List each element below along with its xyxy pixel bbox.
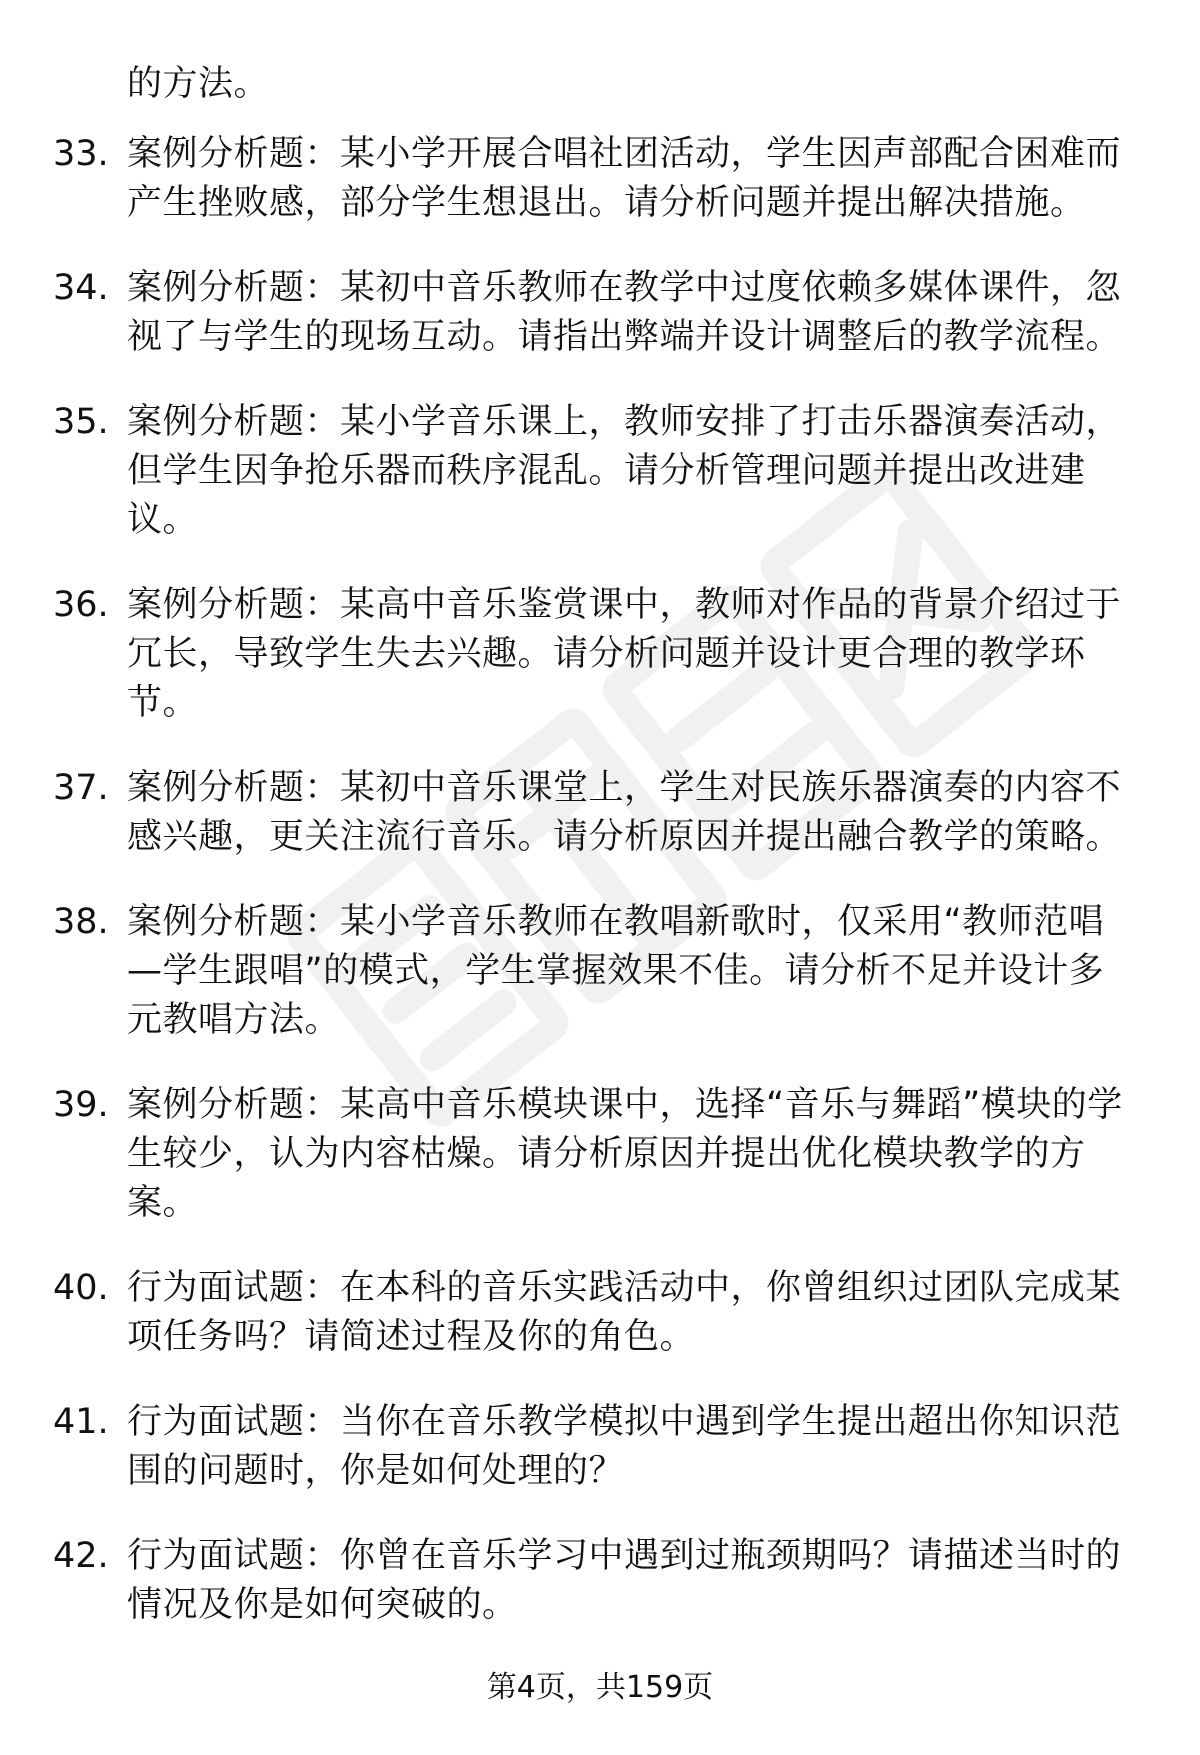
- list-item: [0, 264, 1200, 362]
- item-number: 35.: [53, 402, 109, 442]
- item-number: 40.: [53, 1268, 109, 1308]
- item-number: 41.: [53, 1402, 109, 1442]
- list-item: [0, 898, 1200, 1045]
- item-number: 34.: [53, 268, 109, 308]
- list-item: [0, 1532, 1200, 1630]
- list-item: [0, 764, 1200, 862]
- item-number: 33.: [53, 134, 109, 174]
- item-text: 行为面试题：当你在音乐教学模拟中遇到学生提出超出你知识范围的问题时，你是如何处理的？: [127, 1402, 1122, 1491]
- list-item: [0, 130, 1200, 228]
- item-text: 案例分析题：某高中音乐鉴赏课中，教师对作品的背景介绍过于冗长，导致学生失去兴趣。请分析问题并设计更合理的教学环节。: [127, 585, 1122, 723]
- item-number: 42.: [53, 1536, 109, 1576]
- item-text: 案例分析题：某高中音乐模块课中，选择“音乐与舞蹈”模块的学生较少，认为内容枯燥。请分析原因并提出优化模块教学的方案。: [127, 1085, 1123, 1223]
- item-number: 36.: [53, 585, 109, 625]
- list-item: [0, 1398, 1200, 1496]
- item-text: 案例分析题：某小学音乐课上，教师安排了打击乐器演奏活动，但学生因争抢乐器而秩序混乱。请分析管理问题并提出改进建议。: [127, 402, 1122, 540]
- item-text: 案例分析题：某小学开展合唱社团活动，学生因声部配合困难而产生挫败感，部分学生想退出。请分析问题并提出解决措施。: [127, 134, 1122, 223]
- list-item: [0, 1081, 1200, 1228]
- list-item: [0, 1264, 1200, 1362]
- item-number: 39.: [53, 1085, 109, 1125]
- question-list: [0, 130, 1200, 1666]
- item-text: 行为面试题：在本科的音乐实践活动中，你曾组织过团队完成某项任务吗？请简述过程及你的角色。: [127, 1268, 1122, 1357]
- item-number: 38.: [53, 902, 109, 942]
- item-text: 案例分析题：某初中音乐教师在教学中过度依赖多媒体课件，忽视了与学生的现场互动。请指出弊端并设计调整后的教学流程。: [127, 268, 1122, 357]
- item-text: 案例分析题：某小学音乐教师在教唱新歌时，仅采用“教师范唱—学生跟唱”的模式，学生掌握效果不佳。请分析不足并设计多元教唱方法。: [127, 902, 1105, 1040]
- continuation-text: 的方法。: [127, 64, 270, 104]
- list-item: [0, 581, 1200, 728]
- page-footer: 第4页，共159页: [486, 1670, 714, 1705]
- list-item: [0, 398, 1200, 545]
- item-number: 37.: [53, 768, 109, 808]
- item-text: 行为面试题：你曾在音乐学习中遇到过瓶颈期吗？请描述当时的情况及你是如何突破的。: [127, 1536, 1122, 1625]
- item-text: 案例分析题：某初中音乐课堂上，学生对民族乐器演奏的内容不感兴趣，更关注流行音乐。请分析原因并提出融合教学的策略。: [127, 768, 1122, 857]
